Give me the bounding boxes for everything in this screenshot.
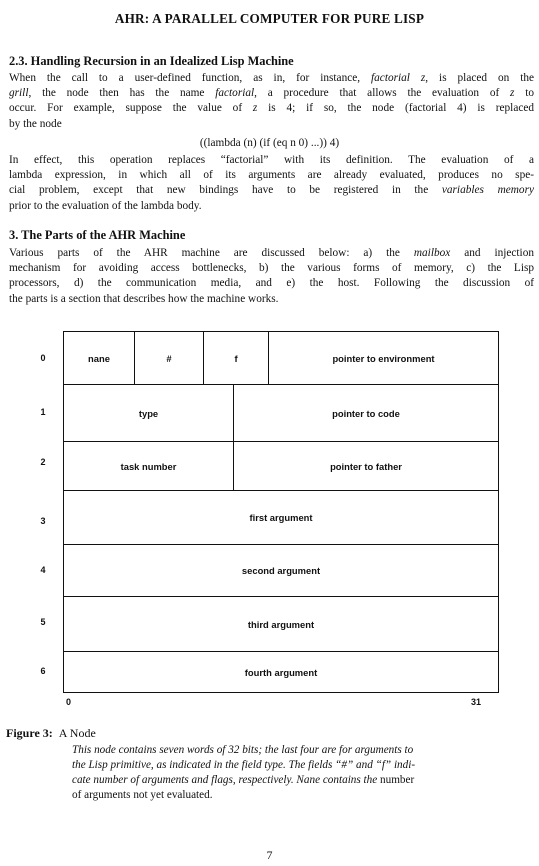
page-number: 7 bbox=[266, 848, 273, 862]
para-line: cial problem, except that new bindings have to be registered in the variables memory bbox=[9, 184, 534, 197]
caption-line: of arguments not yet evaluated. bbox=[72, 789, 213, 802]
bit-start-label: 0 bbox=[66, 697, 72, 707]
row-number: 5 bbox=[40, 617, 46, 627]
section-2-3-heading: 2.3. Handling Recursion in an Idealized Lisp Machine bbox=[9, 54, 294, 68]
row-number: 1 bbox=[40, 407, 46, 417]
field-task-number: task number bbox=[63, 441, 234, 491]
row-number: 4 bbox=[40, 565, 46, 575]
field-third-argument: third argument bbox=[63, 596, 499, 652]
field-hash: # bbox=[134, 331, 204, 385]
field-nane: nane bbox=[63, 331, 135, 385]
field-first-argument: first argument bbox=[63, 490, 499, 545]
para-line: Various parts of the AHR machine are discussed below: a) the mailbox and injection bbox=[9, 247, 534, 259]
row-number: 2 bbox=[40, 457, 46, 467]
para-line: processors, d) the communication media, and e) the host. Following the discussion of bbox=[9, 277, 534, 290]
field-pointer-to-environment: pointer to environment bbox=[268, 331, 499, 385]
para-line: mechanism for avoiding access bottlenecks, b) the various forms of memory, c) the Lisp bbox=[9, 262, 534, 275]
para-line: When the call to a user-defined function, as in, for instance, factorial z, is placed on the bbox=[9, 72, 534, 84]
row-number: 6 bbox=[40, 666, 46, 676]
caption-line: cate number of arguments and flags, respectively. Nane contains the number bbox=[72, 774, 415, 787]
para-line: In effect, this operation replaces “factorial” with its definition. The evaluation of a bbox=[9, 154, 534, 166]
field-type: type bbox=[63, 384, 234, 442]
field-fourth-argument: fourth argument bbox=[63, 651, 499, 693]
running-title: AHR: A PARALLEL COMPUTER FOR PURE LISP bbox=[114, 11, 425, 26]
field-f: f bbox=[203, 331, 269, 385]
para-line: lambda expression, in which all of its arguments are already evaluated, produces no spe- bbox=[9, 169, 534, 182]
field-second-argument: second argument bbox=[63, 544, 499, 597]
row-number: 3 bbox=[40, 516, 46, 526]
para-line: grill, the node then has the name factorial, a procedure that allows the evaluation of z to bbox=[9, 87, 534, 100]
section-3-heading: 3. The Parts of the AHR Machine bbox=[9, 228, 186, 242]
field-pointer-to-father: pointer to father bbox=[233, 441, 499, 491]
caption-line: the Lisp primitive, as indicated in the field type. The fields “#” and “f” indi- bbox=[72, 759, 416, 772]
para-line: occur. For example, suppose the value of z is 4; if so, the node (factorial 4) is replaced bbox=[9, 102, 535, 115]
para-line: prior to the evaluation of the lambda body. bbox=[9, 199, 202, 212]
section-3-paragraph bbox=[9, 246, 534, 307]
lambda-equation: ((lambda (n) (if (eq n 0) ...)) 4) bbox=[199, 137, 340, 149]
field-pointer-to-code: pointer to code bbox=[233, 384, 499, 442]
para-line: by the node bbox=[9, 117, 62, 130]
section-2-3-paragraph-2 bbox=[9, 153, 534, 214]
figure-caption bbox=[72, 743, 532, 803]
section-2-3-paragraph bbox=[9, 71, 534, 132]
row-number: 0 bbox=[40, 353, 46, 363]
caption-line: This node contains seven words of 32 bits; the last four are for arguments to bbox=[72, 744, 414, 756]
figure-caption-label: Figure 3: A Node bbox=[6, 726, 96, 740]
bit-end-label: 31 bbox=[471, 697, 482, 707]
para-line: the parts is a section that describes how the machine works. bbox=[9, 292, 279, 305]
